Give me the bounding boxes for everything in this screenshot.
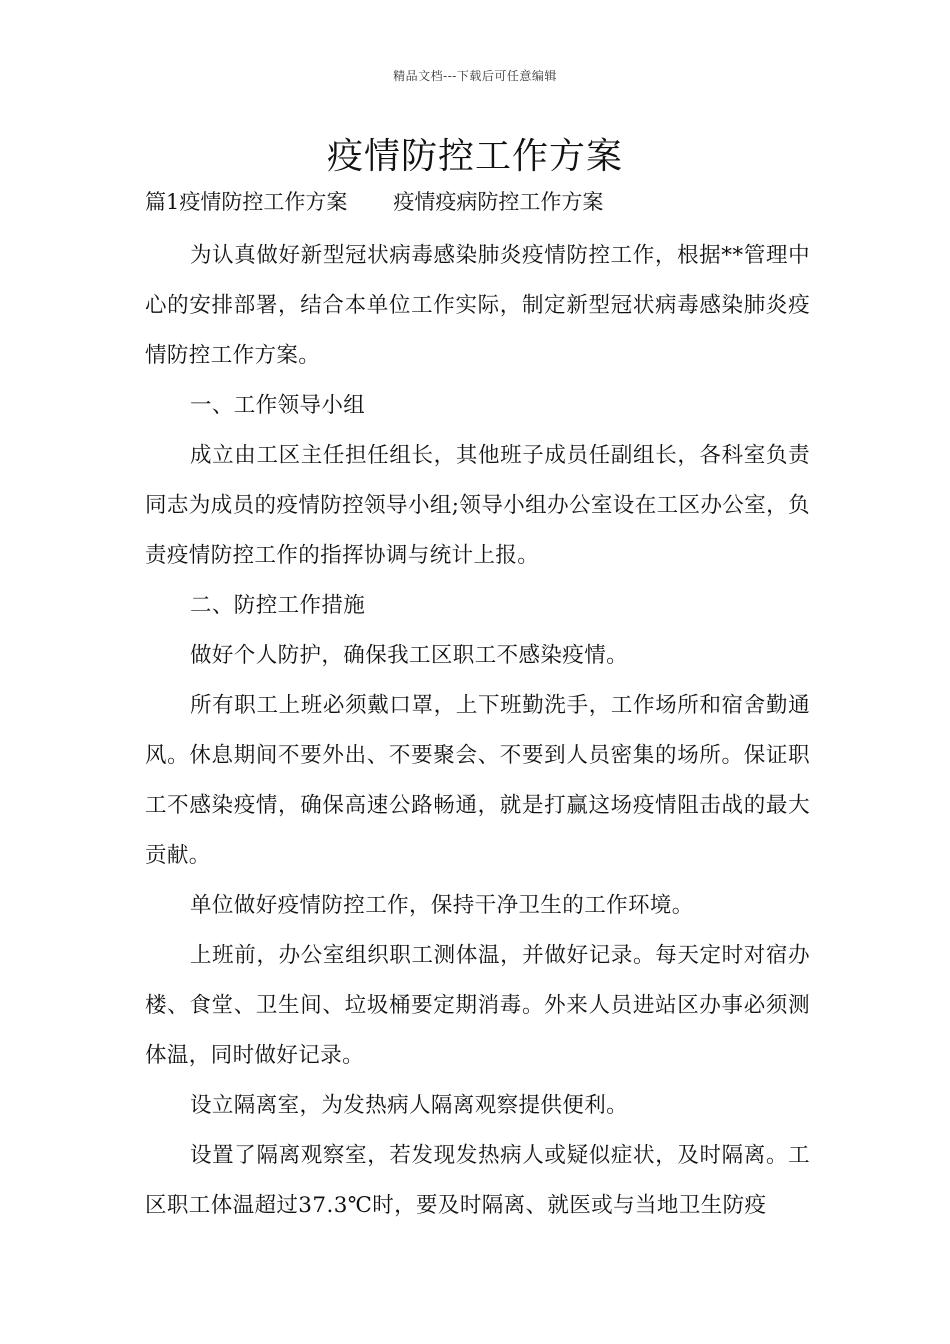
paragraph-masks: 所有职工上班必须戴口罩，上下班勤洗手，工作场所和宿舍勤通风。休息期间不要外出、不要聚会、不要到人员密集的场所。保证职工不感染疫情，确保高速公路畅通，就是打赢这场疫情阻击战的最大贡献。 bbox=[145, 693, 810, 868]
paragraph-temperature: 上班前，办公室组织职工测体温，并做好记录。每天定时对宿办楼、食堂、卫生间、垃圾桶要定期消毒。外来人员进站区办事必须测体温，同时做好记录。 bbox=[145, 943, 810, 1068]
subtitle-line bbox=[145, 186, 603, 216]
paragraph-environment: 单位做好疫情防控工作，保持干净卫生的工作环境。 bbox=[190, 893, 694, 918]
section-heading-measures: 二、防控工作措施 bbox=[190, 593, 366, 618]
paragraph-isolation-detail: 设置了隔离观察室，若发现发热病人或疑似症状，及时隔离。工区职工体温超过37.3℃时，要及时隔离、就医或与当地卫生防疫 bbox=[145, 1143, 810, 1218]
paragraph-personal-protection: 做好个人防护，确保我工区职工不感染疫情。 bbox=[190, 643, 629, 668]
document-body bbox=[145, 231, 810, 1231]
subtitle-left: 篇1疫情防控工作方案 bbox=[145, 190, 348, 214]
subtitle-right: 疫情疫病防控工作方案 bbox=[393, 190, 604, 214]
document-title: 疫情防控工作方案 bbox=[326, 136, 623, 177]
paragraph-intro: 为认真做好新型冠状病毒感染肺炎疫情防控工作，根据**管理中心的安排部署，结合本单位工作实际，制定新型冠状病毒感染肺炎疫情防控工作方案。 bbox=[145, 243, 810, 368]
section-heading-leadership: 一、工作领导小组 bbox=[190, 393, 366, 418]
paragraph-isolation-room: 设立隔离室，为发热病人隔离观察提供便利。 bbox=[190, 1093, 629, 1118]
paragraph-leadership: 成立由工区主任担任组长，其他班子成员任副组长，各科室负责同志为成员的疫情防控领导小组;领导小组办公室设在工区办公室，负责疫情防控工作的指挥协调与统计上报。 bbox=[145, 443, 810, 568]
header-note: 精品文档---下载后可任意编辑 bbox=[393, 69, 557, 83]
